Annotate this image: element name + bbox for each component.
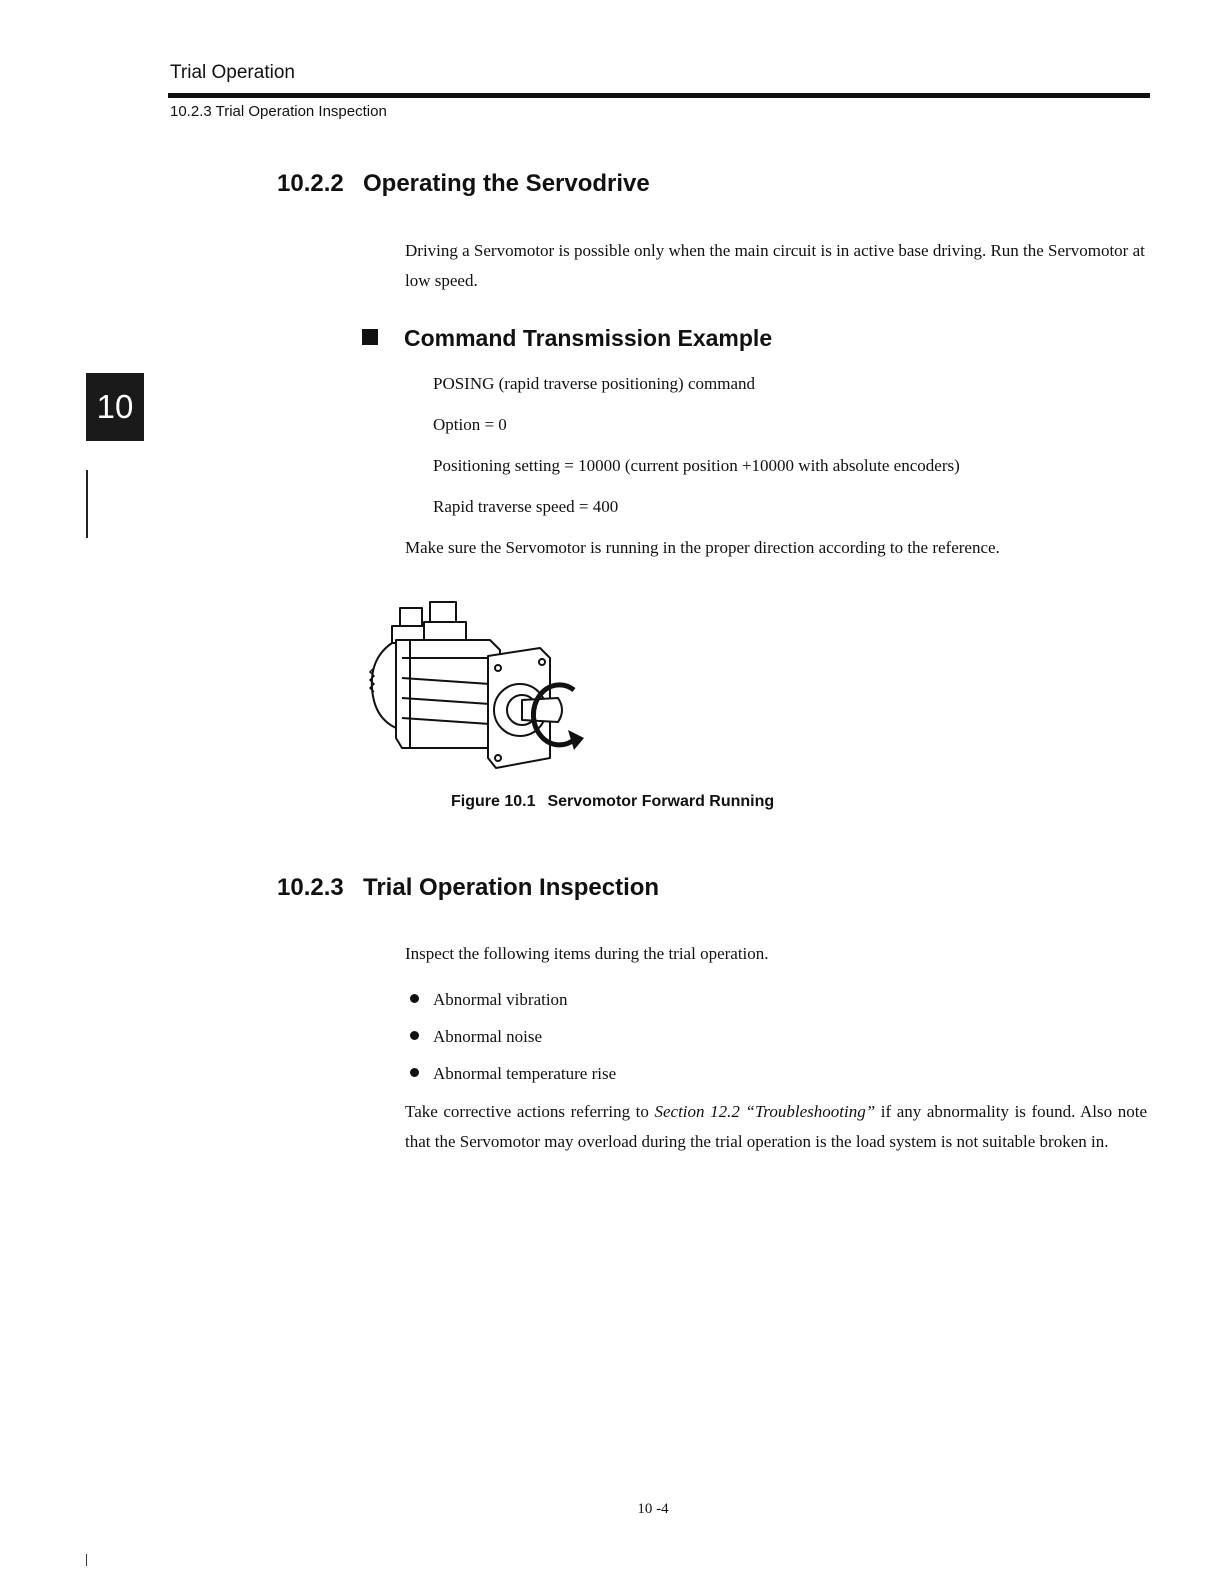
list-item	[410, 1064, 616, 1084]
section-intro: Inspect the following items during the trial operation.	[405, 944, 769, 963]
list-item	[410, 990, 568, 1010]
paragraph-text: Take corrective actions referring to	[405, 1102, 655, 1121]
bullet-icon	[410, 994, 419, 1003]
list-item-text: Abnormal temperature rise	[433, 1064, 617, 1083]
section-heading	[277, 874, 659, 902]
subsection-reference: 10.2.3 Trial Operation Inspection	[170, 103, 387, 120]
chapter-tab: 10	[86, 373, 144, 441]
section-title: Operating the Servodrive	[363, 170, 650, 197]
direction-note: Make sure the Servomotor is running in the proper direction according to the reference.	[405, 538, 1000, 557]
command-line: Positioning setting = 10000 (current position +10000 with absolute encoders)	[433, 456, 960, 475]
section-paragraph: Driving a Servomotor is possible only when the main circuit is in active base driving. Run the Servomotor at low speed.	[405, 241, 1145, 290]
header-rule	[168, 93, 1150, 98]
list-item-text: Abnormal vibration	[433, 990, 568, 1009]
command-line: POSING (rapid traverse positioning) command	[433, 374, 755, 393]
section-number: 10.2.3	[277, 874, 344, 901]
servomotor-illustration	[362, 598, 592, 773]
running-header: Trial Operation	[170, 62, 295, 83]
paragraph-text: if any abnormality is found. Also note that the Servomotor may overload during the trial operation is the load system is not suitable broken in.	[405, 1102, 1147, 1151]
square-bullet-icon	[362, 329, 378, 345]
figure-caption	[451, 793, 774, 811]
cross-reference: Section 12.2 “Troubleshooting”	[654, 1102, 876, 1121]
section-paragraph	[405, 1097, 1147, 1157]
margin-mark	[86, 1554, 87, 1566]
section-heading	[277, 170, 650, 198]
bullet-icon	[410, 1031, 419, 1040]
figure-caption-text: Servomotor Forward Running	[547, 793, 775, 810]
command-line: Option = 0	[433, 415, 507, 434]
subsection-heading	[362, 325, 772, 352]
chapter-side-line	[86, 470, 88, 538]
command-line: Rapid traverse speed = 400	[433, 497, 619, 516]
subsection-title: Command Transmission Example	[404, 325, 773, 351]
list-item-text: Abnormal noise	[433, 1027, 543, 1046]
page-number: 10 -4	[637, 1501, 669, 1517]
list-item	[410, 1027, 542, 1047]
bullet-icon	[410, 1068, 419, 1077]
figure-label: Figure 10.1	[451, 793, 536, 810]
section-number: 10.2.2	[277, 170, 344, 197]
section-title: Trial Operation Inspection	[363, 874, 660, 901]
